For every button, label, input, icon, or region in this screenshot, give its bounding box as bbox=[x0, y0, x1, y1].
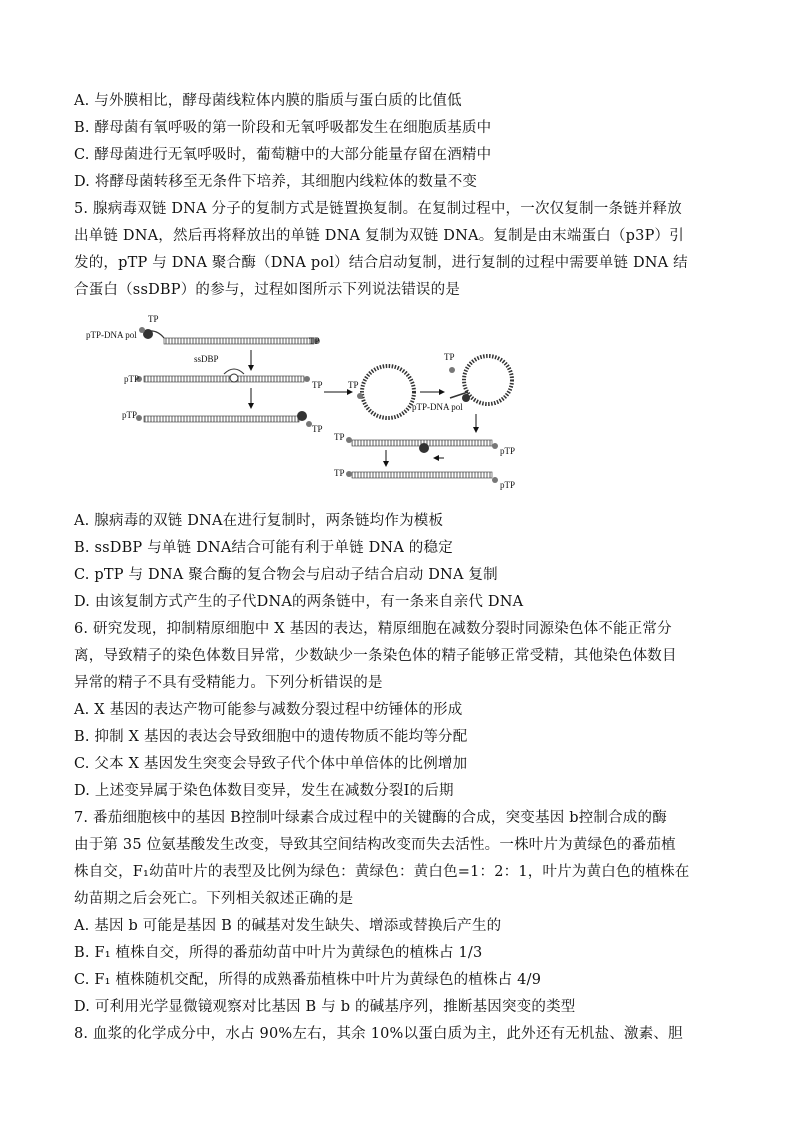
q8-line: 8. 血浆的化学成分中，水占 90%左右，其余 10%以蛋白质为主，此外还有无机盐、激素、胆 bbox=[74, 1026, 683, 1042]
tp-icon bbox=[357, 393, 363, 399]
q8 bbox=[74, 1021, 734, 1048]
label-tp: TP bbox=[348, 380, 359, 390]
row-5-duplex bbox=[334, 468, 515, 490]
q7-line: 7. 番茄细胞核中的基因 B控制叶绿素合成过程中的关键酶的合成，突变基因 b控制合成的酶 bbox=[74, 810, 667, 826]
q7-line: 幼苗期之后会死亡。下列相关叙述正确的是 bbox=[74, 891, 354, 907]
row-4-duplex bbox=[334, 432, 515, 456]
q6-option-c: C. 父本 X 基因发生突变会导致子代个体中单倍体的比例增加 bbox=[74, 756, 468, 772]
label-tp: TP bbox=[444, 352, 455, 362]
tp-icon bbox=[492, 477, 498, 483]
circular-intermediate bbox=[348, 366, 414, 418]
q7-option-a: A. 基因 b 可能是基因 B 的碱基对发生缺失、增添或替换后产生的 bbox=[74, 918, 502, 934]
q7-option-b: B. F₁ 植株自交，所得的番茄幼苗中叶片为黄绿色的植株占 1/3 bbox=[74, 945, 483, 961]
q5-stem-line: 发的，pTP 与 DNA 聚合酶（DNA pol）结合启动复制，进行复制的过程中需要单链 DNA 结 bbox=[74, 255, 688, 271]
q5-options bbox=[74, 508, 734, 616]
label-tp: TP bbox=[309, 336, 320, 346]
q5-stem-line: 5. 腺病毒双链 DNA 分子的复制方式是链置换复制。在复制过程中，一次仅复制一条链并释放 bbox=[74, 201, 682, 217]
q5-stem bbox=[74, 196, 734, 304]
q7-line: 由于第 35 位氨基酸发生改变，导致其空间结构改变而失去活性。一株叶片为黄绿色的番茄植 bbox=[74, 837, 676, 853]
label-tp: TP bbox=[312, 380, 323, 390]
q4-option-d: D. 将酵母菌转移至无条件下培养，其细胞内线粒体的数量不变 bbox=[74, 174, 478, 190]
label-ssdbp: ssDBP bbox=[194, 354, 219, 364]
label-ptp: pTP bbox=[500, 446, 516, 456]
exam-page bbox=[74, 88, 734, 1048]
q7 bbox=[74, 805, 734, 1021]
q6-option-b: B. 抑制 X 基因的表达会导致细胞中的遗传物质不能均等分配 bbox=[74, 729, 468, 745]
q6 bbox=[74, 616, 734, 805]
q6-line: 6. 研究发现，抑制精原细胞中 X 基因的表达，精原细胞在减数分裂时同源染色体不能正常分 bbox=[74, 621, 672, 637]
label-ptp-dna-pol: pTP-DNA pol bbox=[86, 330, 137, 340]
tp-icon bbox=[346, 437, 352, 443]
label-tp: TP bbox=[312, 424, 323, 434]
q5-option-a: A. 腺病毒的双链 DNA在进行复制时，两条链均作为模板 bbox=[74, 513, 444, 529]
q5-option-b: B. ssDBP 与单链 DNA结合可能有利于单链 DNA 的稳定 bbox=[74, 540, 453, 556]
dna-pol-icon bbox=[462, 394, 470, 402]
tp-icon bbox=[139, 327, 145, 333]
q5-stem-line: 合蛋白（ssDBP）的参与，过程如图所示下列说法错误的是 bbox=[74, 282, 461, 298]
row-3-duplex bbox=[122, 410, 323, 434]
q4-option-c: C. 酵母菌进行无氧呼吸时，葡萄糖中的大部分能量存留在酒精中 bbox=[74, 147, 492, 163]
label-tp: TP bbox=[334, 468, 345, 478]
label-ptp: pTP bbox=[124, 374, 140, 384]
q4-option-a: A. 与外膜相比，酵母菌线粒体内膜的脂质与蛋白质的比值低 bbox=[74, 93, 462, 109]
q5-option-d: D. 由该复制方式产生的子代DNA的两条链中，有一条来自亲代 DNA bbox=[74, 594, 524, 610]
dna-replication-figure bbox=[74, 308, 734, 508]
panhandle-structure bbox=[412, 352, 512, 412]
ssdbp-icon bbox=[230, 374, 238, 382]
tp-icon bbox=[346, 471, 352, 477]
q6-option-a: A. X 基因的表达产物可能参与减数分裂过程中纺锤体的形成 bbox=[74, 702, 463, 718]
dna-replication-diagram bbox=[84, 308, 524, 504]
q7-option-c: C. F₁ 植株随机交配，所得的成熟番茄植株中叶片为黄绿色的植株占 4/9 bbox=[74, 972, 542, 988]
label-ptp-dna-pol-2: pTP-DNA pol bbox=[412, 402, 463, 412]
q7-line: 株自交，F₁幼苗叶片的表型及比例为绿色：黄绿色：黄白色=1：2：1，叶片为黄白色的植株在 bbox=[74, 864, 690, 880]
q7-option-d: D. 可利用光学显微镜观察对比基因 B 与 b 的碱基序列，推断基因突变的类型 bbox=[74, 999, 576, 1015]
dna-pol-icon bbox=[297, 411, 307, 421]
q6-line: 离，导致精子的染色体数目异常，少数缺少一条染色体的精子能够正常受精，其他染色体数目 bbox=[74, 648, 677, 664]
q4-option-b: B. 酵母菌有氧呼吸的第一阶段和无氧呼吸都发生在细胞质基质中 bbox=[74, 120, 492, 136]
q5-option-c: C. pTP 与 DNA 聚合酶的复合物会与启动子结合启动 DNA 复制 bbox=[74, 567, 498, 583]
label-tp: TP bbox=[334, 432, 345, 442]
dna-pol-icon bbox=[419, 443, 429, 453]
q6-option-d: D. 上述变异属于染色体数目变异，发生在减数分裂I的后期 bbox=[74, 783, 454, 799]
q4-options bbox=[74, 88, 734, 196]
label-ptp: pTP bbox=[122, 410, 138, 420]
tp-icon bbox=[492, 443, 498, 449]
label-tp: TP bbox=[148, 314, 159, 324]
tp-icon bbox=[304, 376, 310, 382]
tp-icon bbox=[449, 367, 455, 373]
q6-line: 异常的精子不具有受精能力。下列分析错误的是 bbox=[74, 675, 383, 691]
q5-stem-line: 出单链 DNA，然后再将释放出的单链 DNA 复制为双链 DNA。复制是由末端蛋白（p3P）引 bbox=[74, 228, 684, 244]
label-ptp: pTP bbox=[500, 480, 516, 490]
row-1-duplex bbox=[86, 314, 320, 346]
row-2-duplex bbox=[124, 354, 323, 390]
